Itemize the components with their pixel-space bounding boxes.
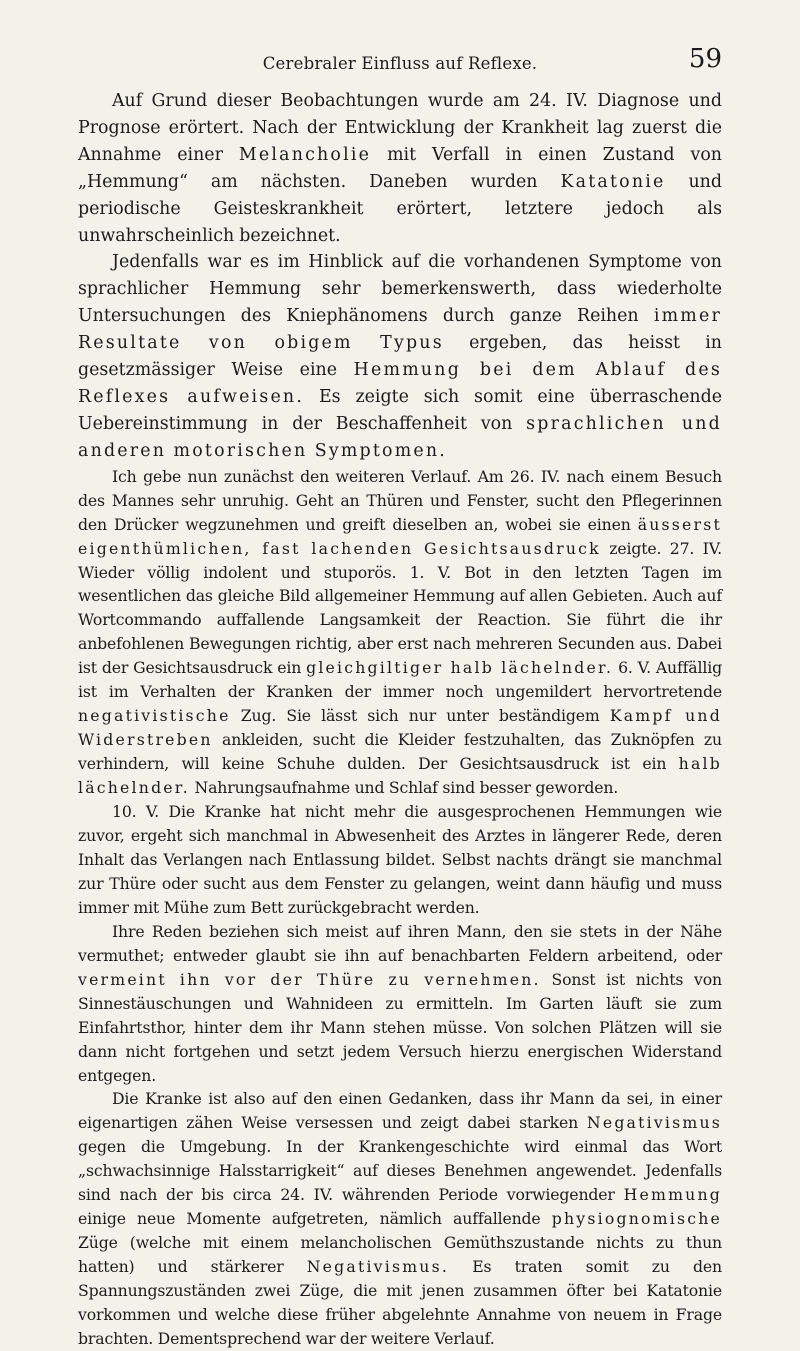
spaced-emphasis: Kampf und Widerstreben: [78, 706, 722, 750]
text-run: Ihre Reden beziehen sich meist auf ihren Mann, den sie stets in der Nähe vermuthet; entweder glaubt sie ihn auf benachbarten Feldern arbeitend, oder: [78, 921, 722, 965]
spaced-emphasis: halb lächelnder.: [78, 754, 722, 798]
text-run: 6. V. Auffällig ist im Verhalten der Kranken der immer noch ungemildert hervortretende: [78, 658, 722, 702]
text-run: Es zeigte sich somit eine überraschende Uebereinstimmung in der Beschaffenheit von: [78, 386, 722, 434]
spaced-emphasis: sprachlichen und anderen motorischen Symptomen.: [78, 413, 722, 461]
text-run: Nahrungsaufnahme und Schlaf sind besser geworden.: [189, 778, 619, 798]
text-run: gegen die Umgebung. In der Krankengeschichte wird einmal das Wort „schwachsinnige Halsstarrigkeit“ auf dieses Benehmen angewendet. Jedenfalls sind nach der bis circa 24. IV. währenden Periode vorwiegender: [78, 1137, 722, 1205]
page-number: 59: [688, 44, 722, 74]
text-run: Die Kranke ist also auf den einen Gedanken, dass ihr Mann da sei, in einer eigenartigen zähen Weise versessen und zeigt dabei starken: [78, 1089, 722, 1133]
spaced-emphasis: gleichgiltiger halb lächelnder.: [306, 658, 614, 678]
spaced-emphasis: Hemmung: [623, 1185, 722, 1205]
body-paragraph: [78, 1087, 722, 1350]
running-header: [78, 44, 722, 74]
text-run: Es traten somit zu den Spannungszuständen zwei Züge, die mit jenen zusammen öfter bei Katatonie vorkommen und welche diese früher abgelehnte Annahme von neuem in Frage brachten. Dementsprechend war der weitere Verlauf.: [78, 1257, 722, 1348]
text-run: zeigte. 27. IV. Wieder völlig indolent und stuporös. 1. V. Bot in den letzten Tagen im wesentlichen das gleiche Bild allgemeiner Hemmung auf allen Gebieten. Auch auf Wortcommando auffallende Langsamkeit der Reaction. Sie führt die ihr anbefohlenen Bewegungen richtig, aber erst nach mehreren Secunden aus. Dabei ist der Gesichtsausdruck ein: [78, 538, 722, 678]
text-run: Sonst ist nichts von Sinnestäuschungen und Wahnideen zu ermitteln. Im Garten läuft sie zum Einfahrtsthor, hinter dem ihr Mann stehen müsse. Von solchen Plätzen will sie dann nicht fortgehen und setzt jedem Versuch hierzu energischen Widerstand entgegen.: [78, 969, 722, 1085]
spaced-emphasis: Negativismus: [586, 1113, 722, 1133]
text-run: 10. V. Die Kranke hat nicht mehr die ausgesprochenen Hemmungen wie zuvor, ergeht sich manchmal in Abwesenheit des Arztes in längerer Rede, deren Inhalt das Verlangen nach Entlassung bildet. Selbst nachts drängt sie manchmal zur Thüre oder sucht aus dem Fenster zu gelangen, weint dann häufig und muss immer mit Mühe zum Bett zurückgebracht werden.: [78, 802, 722, 917]
text-run: und periodische Geisteskrankheit erörtert, letztere jedoch als unwahrscheinlich bezeichnet.: [78, 171, 722, 246]
text-run: Auf Grund dieser Beobachtungen wurde am 24. IV. Diagnose und Prognose erörtert. Nach der Entwicklung der Krankheit lag zuerst die Annahme einer: [78, 91, 722, 165]
spaced-emphasis: immer Resultate von obigem Typus: [78, 306, 722, 354]
text-run: Züge (welche mit einem melancholischen Gemüthszustande nichts zu thun hatten) und stärkerer: [78, 1233, 722, 1277]
body-paragraph: [78, 465, 722, 800]
spaced-emphasis: Katatonie: [560, 171, 666, 192]
page-body: [78, 88, 722, 1351]
text-run: Zug. Sie lässt sich nur unter beständigem: [230, 706, 610, 726]
text-run: ergeben, das heisst in gesetzmässiger Weise eine: [78, 333, 722, 381]
running-title: Cerebraler Einfluss auf Reflexe.: [262, 54, 538, 73]
body-paragraph: [78, 920, 722, 1088]
spaced-emphasis: Hemmung bei dem Ablauf des Reflexes aufweisen.: [78, 360, 722, 407]
spaced-emphasis: vermeint ihn vor der Thüre zu vernehmen.: [78, 969, 541, 989]
text-run: einige neue Momente aufgetreten, nämlich auffallende: [78, 1209, 552, 1229]
spaced-emphasis: Negativismus.: [306, 1257, 450, 1277]
spaced-emphasis: physiognomische: [551, 1209, 722, 1229]
text-run: Ich gebe nun zunächst den weiteren Verlauf. Am 26. IV. nach einem Besuch des Mannes sehr unruhig. Geht an Thüren und Fenster, sucht den Pflegerinnen den Drücker wegzunehmen und greift dieselben an, wobei sie einen: [78, 466, 722, 534]
body-paragraph: [78, 88, 722, 249]
text-run: mit Verfall in einen Zustand von „Hemmung“ am nächsten. Daneben wurden: [78, 144, 722, 192]
body-paragraph: [78, 800, 722, 920]
spaced-emphasis: Melancholie: [238, 144, 372, 165]
spaced-emphasis: äusserst eigenthümlichen, fast lachenden Gesichtsausdruck: [78, 514, 722, 558]
spaced-emphasis: negativistische: [78, 706, 231, 726]
text-run: Jedenfalls war es im Hinblick auf die vorhandenen Symptome von sprachlicher Hemmung sehr bemerkenswerth, dass wiederholte Untersuchungen des Kniephänomens durch ganze Reihen: [78, 252, 722, 327]
body-paragraph: [78, 249, 722, 464]
text-run: ankleiden, sucht die Kleider festzuhalten, das Zuknöpfen zu verhindern, will keine Schuhe dulden. Der Gesichtsausdruck ist ein: [78, 730, 722, 774]
